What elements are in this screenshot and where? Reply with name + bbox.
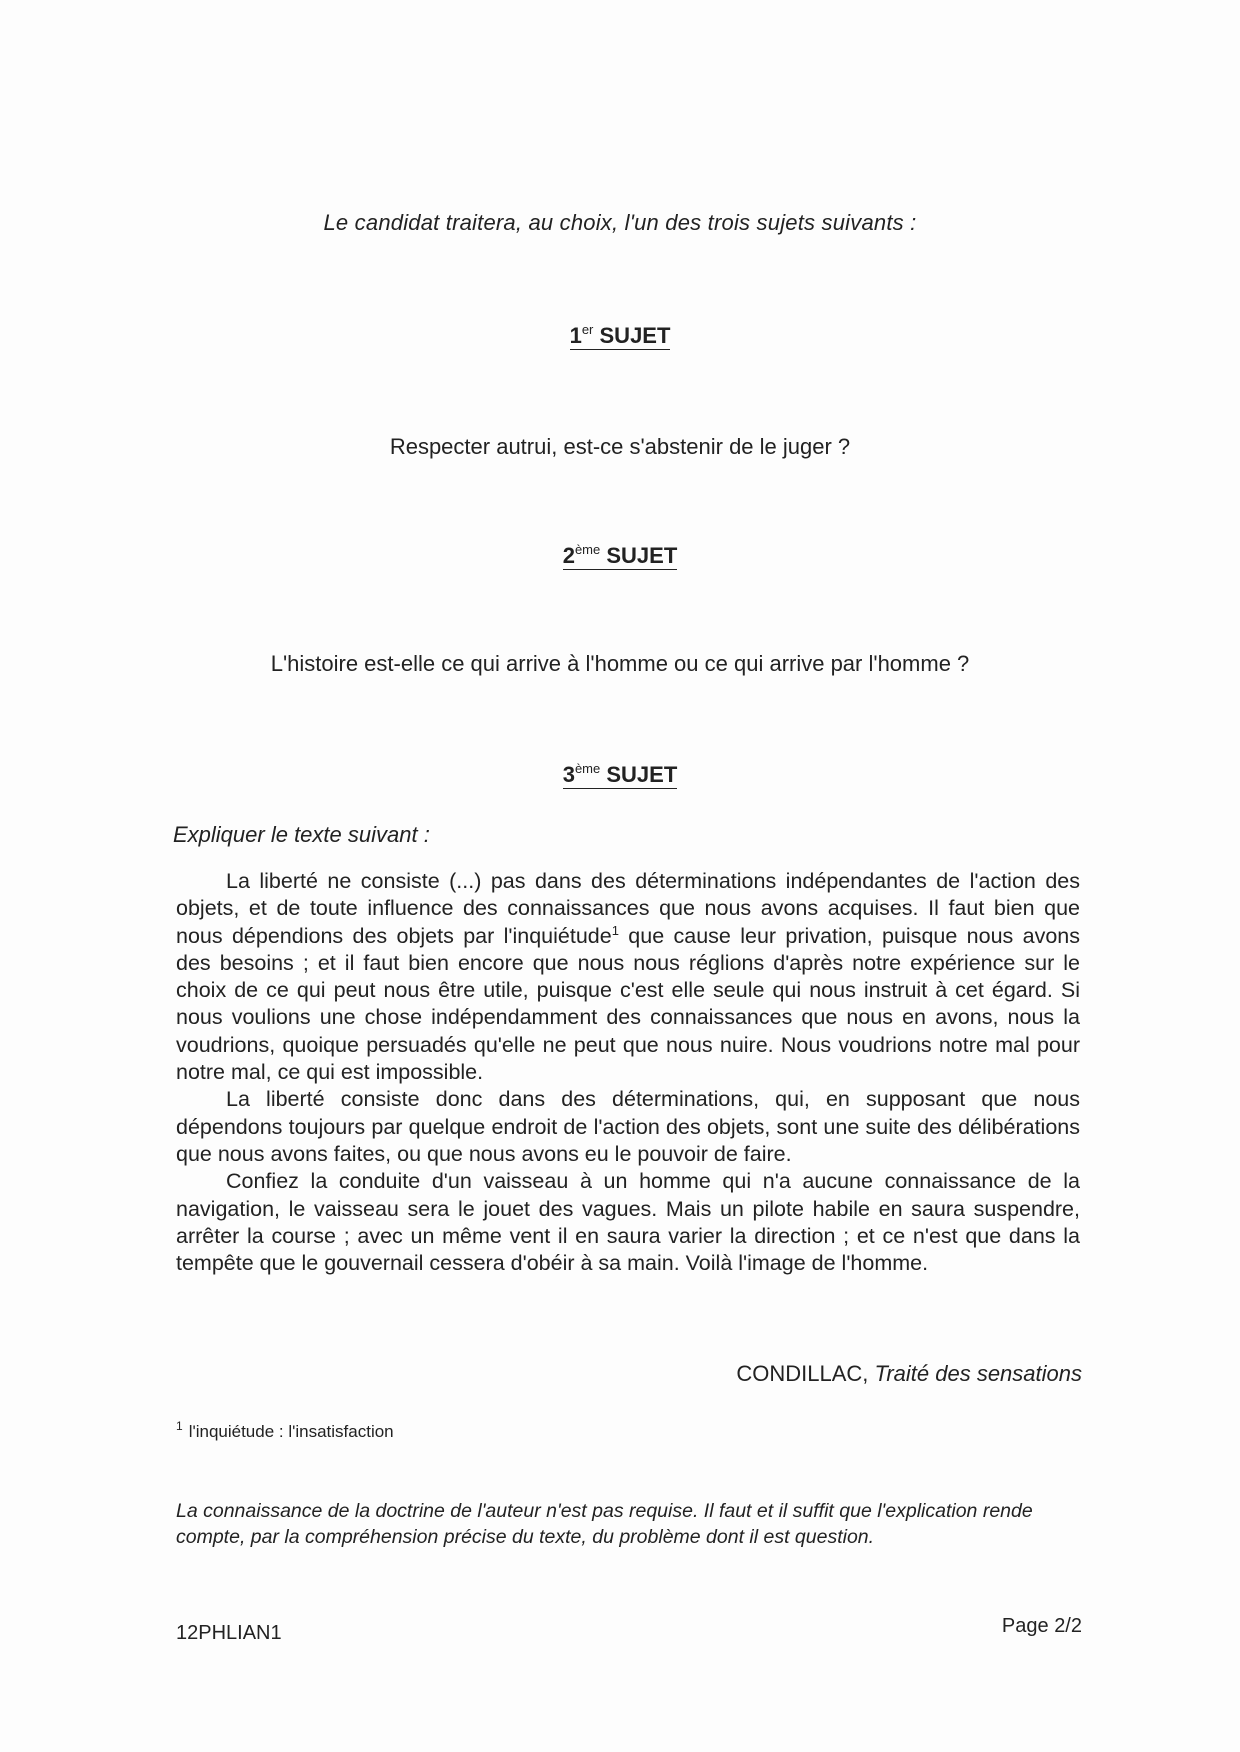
subject-2-suffix: ème [574,542,601,557]
text-paragraph-3: Confiez la conduite d'un vaisseau à un homme qui n'a aucune connaissance de la navigation, le vaisseau sera le jouet des vagues. Mais un pilote habile en saura suspendre, arrêter la course ; avec un même vent il en saura varier la direction ; et ce n'est que dans la tempête que le gouvernail cessera d'obéir à sa main. Voilà l'image de l'homme. [176,1169,1080,1276]
subject-2-label: SUJET [600,543,678,568]
subject-3-text [176,868,1080,1277]
subject-1-question: Respecter autrui, est-ce s'abstenir de le juger ? [389,434,851,459]
subject-3-heading-underlined [563,763,678,789]
footnote [176,1419,394,1442]
subject-2-heading-underlined [563,544,678,570]
footnote-text: l'inquiétude : l'insatisfaction [188,1422,394,1441]
subject-2-number: 2 [562,543,575,568]
subject-1-heading-underlined [570,324,671,350]
evaluation-note: La connaissance de la doctrine de l'auteur n'est pas requise. Il faut et il suffit que l'explication rende compte, par la compréhension précise du texte, du problème dont il est question. [176,1500,1033,1548]
subject-1-number: 1 [569,323,582,348]
page-number: Page 2/2 [1001,1615,1082,1637]
subject-3-heading [0,762,1240,789]
subject-1-label: SUJET [593,323,671,348]
subject-2-heading [0,543,1240,570]
paragraph-1-part-2: que cause leur privation, puisque nous avons des besoins ; et il faut bien encore que nous nous réglions d'après notre expérience sur le choix de ce qui peut nous être utile, puisque c'est elle seule qui nous instruit à cet égard. Si nous voulions une chose indépendamment des connaissances que nous en avons, nous la voudrions, quoique persuadés qu'elle ne peut que nous nuire. Nous voudrions notre mal pour notre mal, ce qui est impossible. [176,923,1080,1085]
text-attribution [736,1361,1082,1387]
subject-3-number: 3 [562,762,575,787]
text-paragraph-2: La liberté consiste donc dans des déterminations, qui, en supposant que nous dépendons toujours par quelque endroit de l'action des objets, sont une suite des délibérations que nous avons faites, ou que nous avons eu le pouvoir de faire. [176,1087,1080,1166]
exam-code: 12PHLIAN1 [176,1622,282,1644]
paragraph-1-part-1: La liberté ne consiste (...) pas dans des déterminations indépendantes de l'action des objets, et de toute influence des connaissances que nous avons acquises. Il faut bien que nous dépendions des objets par l'inquiétude [176,869,1080,948]
subject-3-intro: Expliquer le texte suivant : [173,822,430,847]
subject-3-suffix: ème [574,761,601,776]
instruction-text: Le candidat traitera, au choix, l'un des trois sujets suivants : [323,210,917,235]
subject-1-heading [0,323,1240,350]
subject-1-suffix: er [581,322,594,337]
work-title: Traité des sensations [874,1361,1082,1386]
subject-3-label: SUJET [600,762,678,787]
author-name: CONDILLAC, [736,1361,875,1386]
subject-2-question: L'histoire est-elle ce qui arrive à l'homme ou ce qui arrive par l'homme ? [270,651,970,676]
footnote-marker: 1 [176,1419,183,1433]
text-paragraph-1 [176,868,1080,1086]
footnote-reference: 1 [611,922,619,938]
